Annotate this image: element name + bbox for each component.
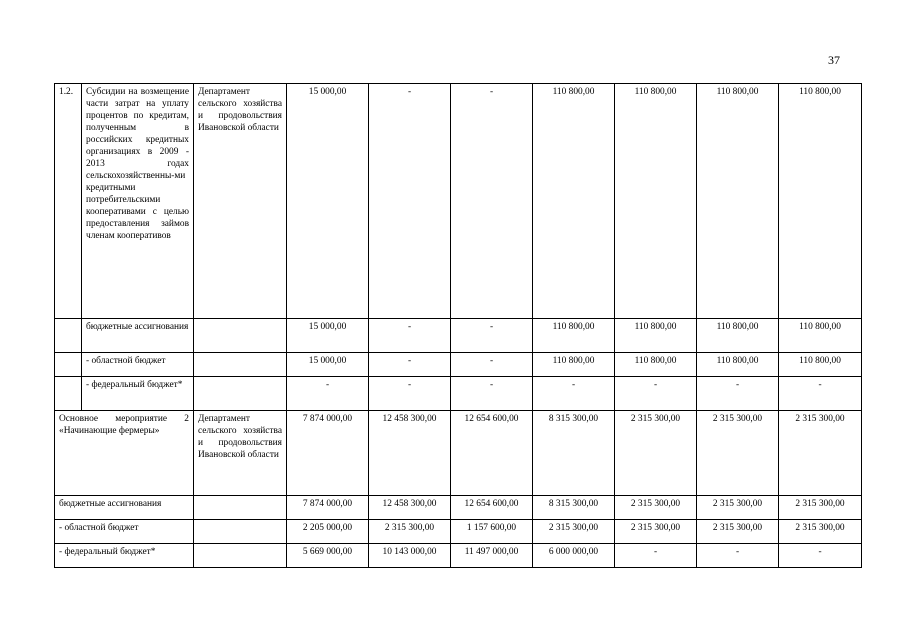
value-cell: 10 143 000,00 xyxy=(369,544,451,568)
table-row-1-2-budget xyxy=(55,319,862,353)
row-label: бюджетные ассигнования xyxy=(55,496,194,520)
value-cell: 2 315 300,00 xyxy=(779,496,862,520)
row-label: - областной бюджет xyxy=(55,520,194,544)
value-cell: 2 315 300,00 xyxy=(697,411,779,496)
value-cell: 15 000,00 xyxy=(287,353,369,377)
value-cell: 12 458 300,00 xyxy=(369,411,451,496)
value-cell: 2 315 300,00 xyxy=(615,520,697,544)
value-cell: - xyxy=(451,84,533,319)
value-cell: 7 874 000,00 xyxy=(287,411,369,496)
value-cell: 15 000,00 xyxy=(287,84,369,319)
budget-table xyxy=(54,83,862,568)
row-label: - областной бюджет xyxy=(82,353,194,377)
value-cell: 12 654 600,00 xyxy=(451,411,533,496)
value-cell: 2 315 300,00 xyxy=(697,520,779,544)
value-cell: - xyxy=(287,377,369,411)
value-cell: 15 000,00 xyxy=(287,319,369,353)
row-name: Основное мероприятие 2 «Начинающие фермеры» xyxy=(55,411,194,496)
value-cell: 12 654 600,00 xyxy=(451,496,533,520)
value-cell: 2 315 300,00 xyxy=(615,411,697,496)
value-cell: - xyxy=(615,377,697,411)
row-name: Субсидии на возмещение части затрат на уплату процентов по кредитам, полученным в российских кредитных организациях в 2009 - 2013 годах сельскохозяйственны-ми кредитными потребительскими кооперативами с целью предоставления займов членам кооперативов xyxy=(82,84,194,319)
value-cell: 2 315 300,00 xyxy=(779,411,862,496)
table-row-main-event-2-budget xyxy=(55,496,862,520)
empty-cell xyxy=(194,353,287,377)
table-row-main-event-2-regional xyxy=(55,520,862,544)
empty-cell xyxy=(194,544,287,568)
row-executor: Департамент сельского хозяйства и продовольствия Ивановской области xyxy=(194,84,287,319)
value-cell: 110 800,00 xyxy=(697,84,779,319)
row-executor: Департамент сельского хозяйства и продовольствия Ивановской области xyxy=(194,411,287,496)
table-row-main-event-2-federal xyxy=(55,544,862,568)
value-cell: 8 315 300,00 xyxy=(533,411,615,496)
value-cell: - xyxy=(779,377,862,411)
row-code: 1.2. xyxy=(55,84,82,319)
value-cell: 2 315 300,00 xyxy=(697,496,779,520)
value-cell: 110 800,00 xyxy=(779,84,862,319)
value-cell: - xyxy=(697,544,779,568)
value-cell: - xyxy=(369,353,451,377)
value-cell: 7 874 000,00 xyxy=(287,496,369,520)
value-cell: - xyxy=(533,377,615,411)
value-cell: 8 315 300,00 xyxy=(533,496,615,520)
table-row-1-2-federal xyxy=(55,377,862,411)
value-cell: 110 800,00 xyxy=(533,84,615,319)
empty-cell xyxy=(55,377,82,411)
value-cell: - xyxy=(369,377,451,411)
row-label: - федеральный бюджет* xyxy=(55,544,194,568)
row-label: бюджетные ассигнования xyxy=(82,319,194,353)
table-row-1-2-regional xyxy=(55,353,862,377)
value-cell: 110 800,00 xyxy=(615,319,697,353)
value-cell: 110 800,00 xyxy=(615,353,697,377)
value-cell: 2 315 300,00 xyxy=(369,520,451,544)
empty-cell xyxy=(194,319,287,353)
empty-cell xyxy=(55,319,82,353)
empty-cell xyxy=(194,496,287,520)
value-cell: 110 800,00 xyxy=(779,353,862,377)
value-cell: 6 000 000,00 xyxy=(533,544,615,568)
empty-cell xyxy=(194,520,287,544)
row-label: - федеральный бюджет* xyxy=(82,377,194,411)
value-cell: 2 315 300,00 xyxy=(779,520,862,544)
empty-cell xyxy=(55,353,82,377)
value-cell: 12 458 300,00 xyxy=(369,496,451,520)
value-cell: 2 205 000,00 xyxy=(287,520,369,544)
table-row-main-event-2 xyxy=(55,411,862,496)
value-cell: 2 315 300,00 xyxy=(615,496,697,520)
page-number: 37 xyxy=(828,53,840,67)
value-cell: - xyxy=(451,377,533,411)
value-cell: - xyxy=(779,544,862,568)
value-cell: 2 315 300,00 xyxy=(533,520,615,544)
value-cell: 110 800,00 xyxy=(533,353,615,377)
value-cell: 110 800,00 xyxy=(779,319,862,353)
value-cell: - xyxy=(369,319,451,353)
value-cell: - xyxy=(369,84,451,319)
empty-cell xyxy=(194,377,287,411)
value-cell: 110 800,00 xyxy=(533,319,615,353)
value-cell: - xyxy=(451,319,533,353)
value-cell: 1 157 600,00 xyxy=(451,520,533,544)
value-cell: 5 669 000,00 xyxy=(287,544,369,568)
value-cell: - xyxy=(615,544,697,568)
table-row-1-2 xyxy=(55,84,862,319)
value-cell: 110 800,00 xyxy=(697,319,779,353)
value-cell: 110 800,00 xyxy=(615,84,697,319)
value-cell: - xyxy=(697,377,779,411)
value-cell: - xyxy=(451,353,533,377)
value-cell: 110 800,00 xyxy=(697,353,779,377)
value-cell: 11 497 000,00 xyxy=(451,544,533,568)
